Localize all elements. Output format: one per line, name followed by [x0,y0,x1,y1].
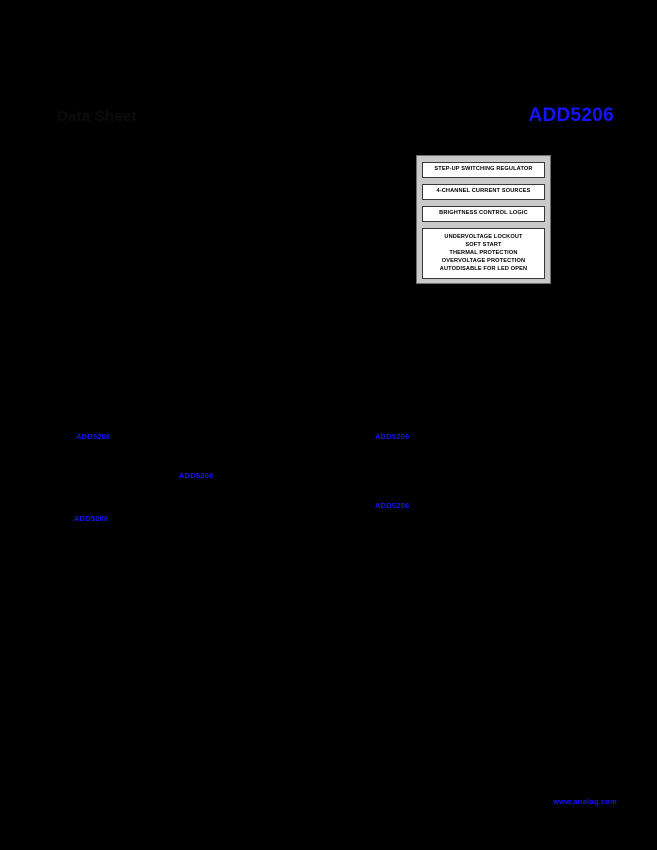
feature-soft-start: SOFT START [465,241,502,248]
diagram-block-regulator: STEP-UP SWITCHING REGULATOR [422,162,545,178]
footer-website-link[interactable]: www.analog.com [553,797,617,806]
functional-block-diagram [416,155,551,284]
cross-reference-link-4[interactable]: ADD5206 [375,501,410,510]
page-header-label: Data Sheet [57,108,137,125]
diagram-block-brightness-control: BRIGHTNESS CONTROL LOGIC [422,206,545,222]
feature-autodisable-led-open: AUTODISABLE FOR LED OPEN [439,266,528,273]
cross-reference-link-5[interactable]: ADD5206 [74,514,109,523]
page-header-part-number: ADD5206 [528,105,614,126]
cross-reference-link-2[interactable]: ADD5206 [375,432,410,441]
feature-thermal-protection: THERMAL PROTECTION [449,249,518,256]
diagram-block-current-sources: 4-CHANNEL CURRENT SOURCES [422,184,545,200]
diagram-block-protection-features [422,228,545,280]
cross-reference-link-3[interactable]: ADD5206 [179,471,214,480]
feature-overvoltage-protection: OVERVOLTAGE PROTECTION [441,257,526,264]
cross-reference-link-1[interactable]: ADD5206 [76,432,111,441]
feature-undervoltage-lockout: UNDERVOLTAGE LOCKOUT [444,233,523,240]
